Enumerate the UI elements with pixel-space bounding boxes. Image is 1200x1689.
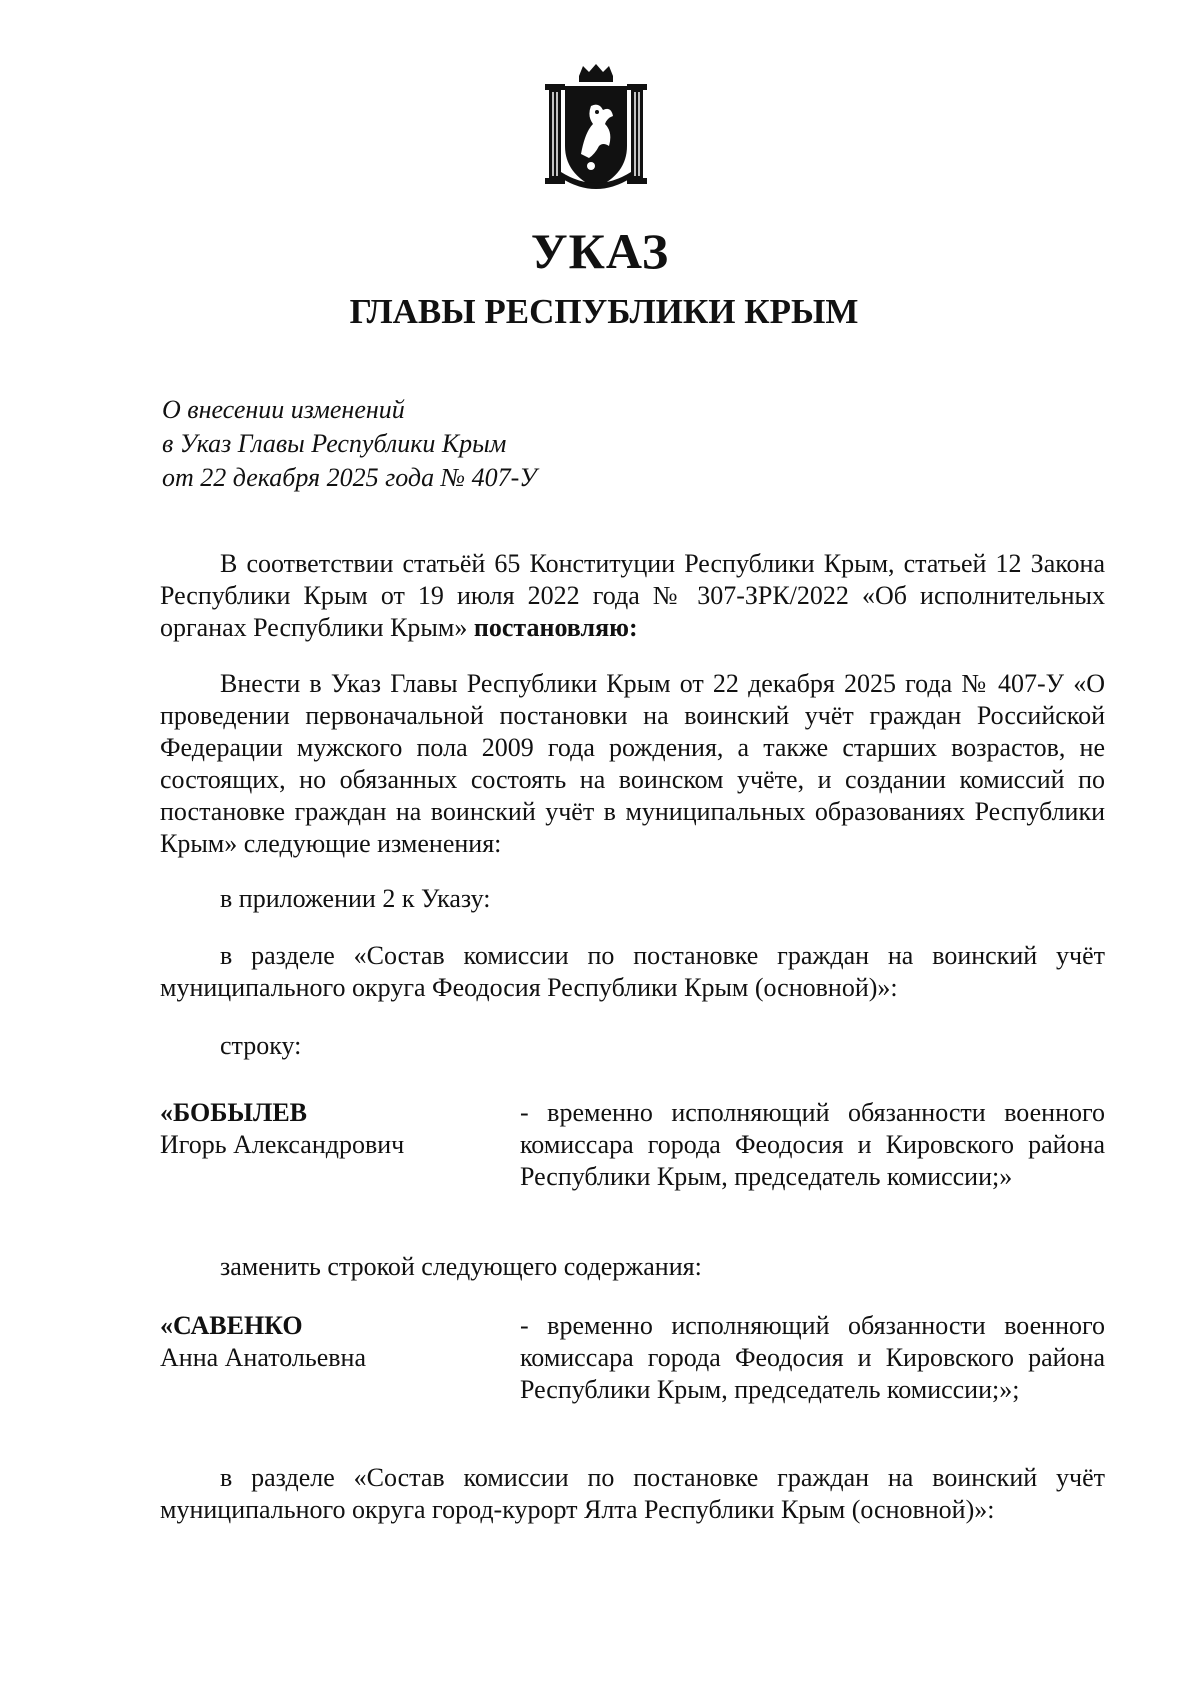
new-entry-surname: «САВЕНКО <box>160 1311 303 1340</box>
new-entry-description: - временно исполняющий обязанности военного комиссара города Феодосия и Кировского района Республики Крым, председатель комиссии;»; <box>520 1311 1105 1404</box>
new-entry-given: Анна Анатольевна <box>160 1343 366 1372</box>
annex-text: в приложении 2 к Указу: <box>220 884 491 913</box>
preamble-emphasis: постановляю <box>473 613 630 642</box>
old-entry-given: Игорь Александрович <box>160 1130 405 1159</box>
old-entry-description: - временно исполняющий обязанности военного комиссара города Феодосия и Кировского района Республики Крым, председатель комиссии;» <box>520 1098 1105 1191</box>
line-word-text: строку: <box>220 1031 302 1060</box>
subject-line-2: в Указ Главы Республики Крым <box>162 429 507 458</box>
section1-paragraph <box>160 940 1105 1004</box>
old-entry-surname: «БОБЫЛЕВ <box>160 1098 308 1127</box>
subject-line-1: О внесении изменений <box>162 395 405 424</box>
document-title: УКАЗ <box>530 223 670 279</box>
annex-paragraph <box>160 883 1105 915</box>
subject-line-3: от 22 декабря 2025 года № 407-У <box>162 463 537 492</box>
replace-text: заменить строкой следующего содержания: <box>220 1252 702 1281</box>
replace-paragraph <box>160 1251 1105 1283</box>
preamble-paragraph <box>160 548 1105 644</box>
section2-text: в разделе «Состав комиссии по постановке граждан на воинский учёт муниципального округа город-курорт Ялта Республики Крым (основной)»: <box>160 1463 1105 1524</box>
preamble-colon: : <box>629 613 638 642</box>
coat-of-arms-icon <box>541 62 651 190</box>
old-entry-name <box>160 1097 500 1161</box>
line-word-paragraph <box>160 1030 1105 1062</box>
document-subtitle: ГЛАВЫ РЕСПУБЛИКИ КРЫМ <box>349 292 859 331</box>
section1-text: в разделе «Состав комиссии по постановке граждан на воинский учёт муниципального округа Феодосия Республики Крым (основной)»: <box>160 941 1105 1002</box>
intro-text: Внести в Указ Главы Республики Крым от 22 декабря 2025 года № 407-У «О проведении первоначальной постановки на воинский учёт граждан Российской Федерации мужского пола 2009 года рождения, а также старших возрастов, не состоящих, но обязанных состоять на воинском учёте, и создании комиссий по постановке граждан на воинский учёт в муниципальных образованиях Республики Крым» следующие изменения: <box>160 669 1105 858</box>
section2-paragraph <box>160 1462 1105 1526</box>
preamble-text: В соответствии статьёй 65 Конституции Республики Крым, статьей 12 Закона Республики Крым от 19 июля 2022 года № 307-ЗРК/2022 «Об исполнительных органах Республики Крым» <box>160 549 1105 642</box>
new-entry-name <box>160 1310 500 1374</box>
intro-paragraph <box>160 668 1105 860</box>
document-subject <box>162 393 762 495</box>
